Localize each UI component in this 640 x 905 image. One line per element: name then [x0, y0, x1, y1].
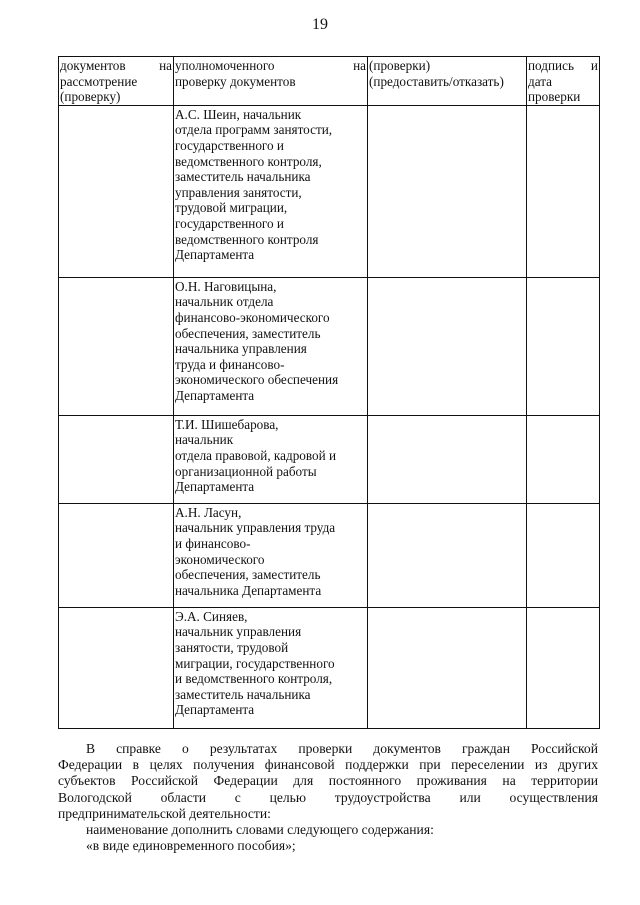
empty-cell: [59, 607, 174, 728]
empty-cell: [368, 607, 527, 728]
amendment-line: наименование дополнить словами следующего содержания:: [86, 822, 434, 838]
person-cell: [174, 415, 368, 503]
body-text: [58, 741, 598, 854]
paragraph-line: В справке о результатах проверки документов граждан Российской: [86, 741, 598, 756]
person-cell: [174, 503, 368, 607]
empty-cell: [368, 277, 527, 415]
header-text-line: рассмотрение: [60, 73, 138, 89]
table-row: [59, 105, 600, 277]
header-cell-signature: [527, 57, 600, 106]
empty-cell: [527, 503, 600, 607]
paragraph-line: Федерации в целях получения финансовой поддержки при переселении из других: [58, 757, 598, 773]
header-text-line: дата: [528, 73, 552, 89]
page-number: 19: [312, 16, 328, 33]
paragraph-line: субъектов Российской Федерации для постоянного проживания на территории: [58, 773, 598, 789]
table-row: [59, 415, 600, 503]
header-text-line: подпись и: [528, 58, 598, 73]
header-text-line: уполномоченного на: [175, 58, 366, 73]
paragraph-line: предпринимательской деятельности:: [58, 805, 271, 821]
empty-cell: [527, 415, 600, 503]
person-text: А.Н. Ласун, начальник управления труда и финансово- экономического обеспечения, заместитель начальника Департамента: [175, 504, 336, 598]
person-cell: [174, 277, 368, 415]
header-text-line: (проверку): [60, 89, 121, 105]
table-row: [59, 503, 600, 607]
empty-cell: [527, 277, 600, 415]
empty-cell: [368, 415, 527, 503]
paragraph-line: Вологодской области с целью трудоустройства или осуществления: [58, 789, 598, 805]
header-cell-documents: [59, 57, 174, 106]
header-text-line: проверку документов: [175, 73, 296, 89]
table-row: [59, 607, 600, 728]
person-text: Т.И. Шишебарова, начальник отдела правовой, кадровой и организационной работы Департамента: [175, 416, 337, 495]
table-row: [59, 277, 600, 415]
empty-cell: [59, 105, 174, 277]
empty-cell: [59, 503, 174, 607]
person-text: А.С. Шеин, начальник отдела программ занятости, государственного и ведомственного контроля, заместитель начальника управления занятости, трудовой миграции, государственного и ведомственного контроля Департамента: [175, 106, 333, 263]
person-cell: [174, 607, 368, 728]
header-text-line: проверки: [528, 89, 581, 105]
empty-cell: [527, 607, 600, 728]
person-text: О.Н. Наговицына, начальник отдела финансово-экономического обеспечения, заместитель начальника управления труда и финансово- экономического обеспечения Департамента: [175, 278, 339, 403]
empty-cell: [527, 105, 600, 277]
header-cell-decision: [368, 57, 527, 106]
empty-cell: [368, 503, 527, 607]
person-cell: [174, 105, 368, 277]
empty-cell: [59, 277, 174, 415]
header-text-line: (предоставить/отказать): [369, 73, 504, 89]
empty-cell: [368, 105, 527, 277]
amendment-paragraph: [58, 741, 598, 822]
header-text-line: (проверки): [369, 58, 431, 73]
person-text: Э.А. Синяев, начальник управления занятости, трудовой миграции, государственного и ведомственного контроля, заместитель начальника Департамента: [175, 608, 335, 718]
header-cell-authorized: [174, 57, 368, 106]
empty-cell: [59, 415, 174, 503]
header-text-line: документов на: [60, 58, 172, 73]
document-table: [58, 56, 600, 729]
table-header-row: [59, 57, 600, 106]
amendment-line: «в виде единовременного пособия»;: [86, 838, 296, 854]
